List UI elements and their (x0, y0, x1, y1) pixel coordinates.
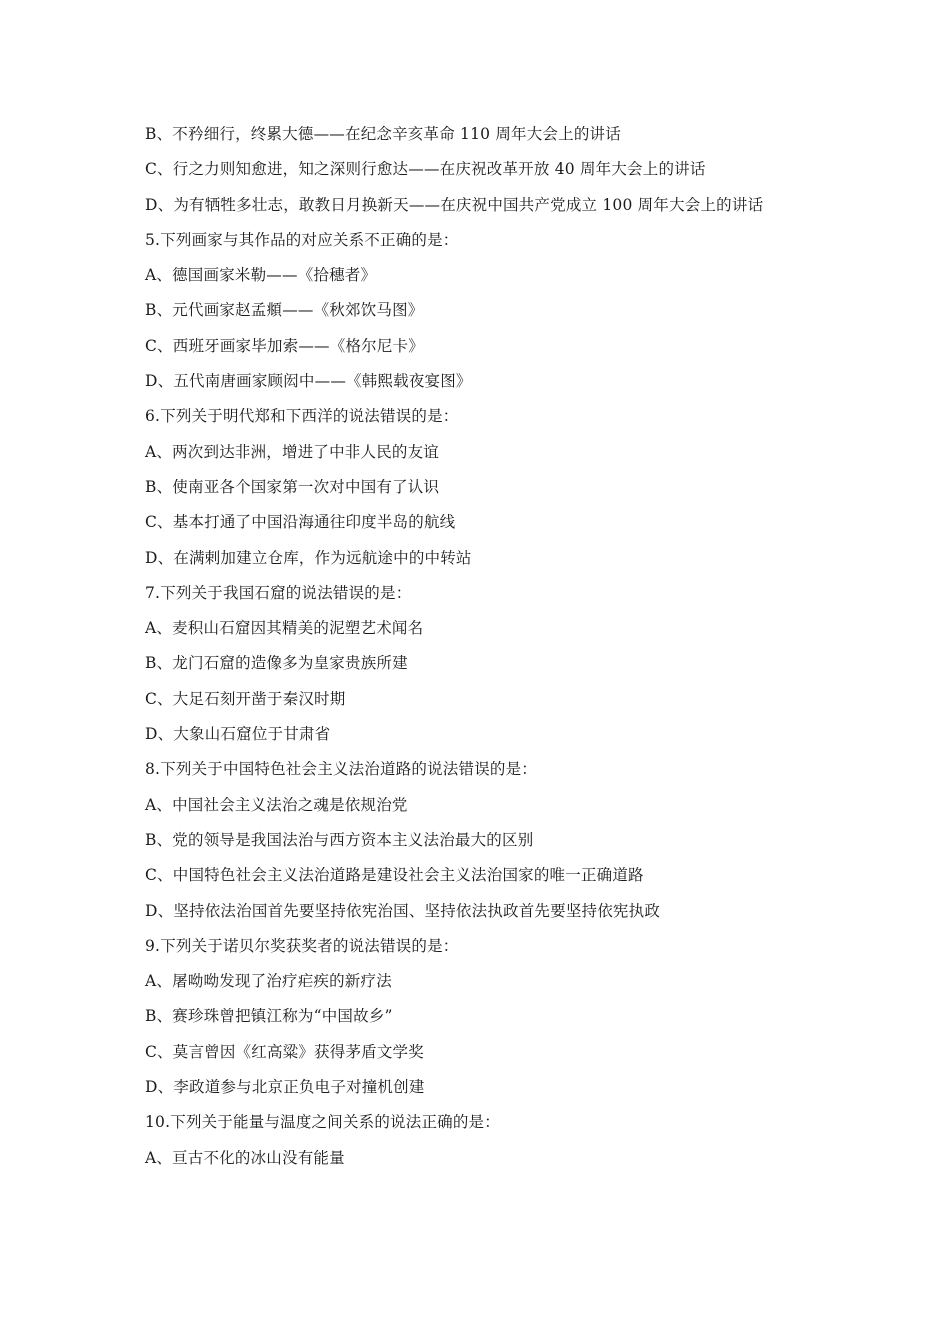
answer-option: C、莫言曾因《红高粱》获得茅盾文学奖 (145, 1042, 424, 1061)
answer-option: A、德国画家米勒——《拾穗者》 (145, 266, 377, 285)
answer-option: C、大足石刻开凿于秦汉时期 (145, 689, 346, 708)
answer-option: D、大象山石窟位于甘肃省 (145, 725, 331, 744)
answer-option: A、两次到达非洲，增进了中非人民的友谊 (145, 442, 439, 461)
answer-option: D、五代南唐画家顾闳中——《韩熙载夜宴图》 (145, 372, 472, 391)
question-stem: 6.下列关于明代郑和下西洋的说法错误的是： (145, 407, 459, 426)
question-stem: 7.下列关于我国石窟的说法错误的是： (145, 583, 412, 602)
answer-option: A、屠呦呦发现了治疗疟疾的新疗法 (145, 972, 392, 991)
answer-option: D、李政道参与北京正负电子对撞机创建 (145, 1078, 425, 1097)
answer-option: B、党的领导是我国法治与西方资本主义法治最大的区别 (145, 830, 534, 849)
answer-option: C、西班牙画家毕加索——《格尔尼卡》 (145, 336, 424, 355)
answer-option: D、坚持依法治国首先要坚持依宪治国、坚持依法执政首先要坚持依宪执政 (145, 901, 661, 920)
answer-option: B、赛珍珠曾把镇江称为“中国故乡” (145, 1007, 393, 1026)
question-stem: 5.下列画家与其作品的对应关系不正确的是： (145, 230, 459, 249)
answer-option: B、不矜细行，终累大德——在纪念辛亥革命 110 周年大会上的讲话 (145, 125, 621, 143)
question-stem: 10.下列关于能量与温度之间关系的说法正确的是： (145, 1113, 500, 1132)
answer-option: C、行之力则知愈进，知之深则行愈达——在庆祝改革开放 40 周年大会上的讲话 (145, 160, 706, 179)
answer-option: C、中国特色社会主义法治道路是建设社会主义法治国家的唯一正确道路 (145, 866, 644, 885)
answer-option: D、在满剌加建立仓库，作为远航途中的中转站 (145, 548, 472, 567)
answer-option: A、麦积山石窟因其精美的泥塑艺术闻名 (145, 619, 424, 638)
question-stem: 9.下列关于诺贝尔奖获奖者的说法错误的是： (145, 936, 459, 955)
answer-option: B、使南亚各个国家第一次对中国有了认识 (145, 477, 440, 496)
answer-option: D、为有牺牲多壮志，敢教日月换新天——在庆祝中国共产党成立 100 周年大会上的讲话 (145, 195, 764, 214)
answer-option: C、基本打通了中国沿海通往印度半岛的航线 (145, 513, 456, 532)
answer-option: B、龙门石窟的造像多为皇家贵族所建 (145, 654, 408, 673)
answer-option: A、中国社会主义法治之魂是依规治党 (145, 795, 408, 814)
question-text-block (145, 121, 925, 1180)
answer-option: B、元代画家赵孟頫——《秋郊饮马图》 (145, 301, 424, 320)
question-stem: 8.下列关于中国特色社会主义法治道路的说法错误的是： (145, 760, 537, 779)
answer-option: A、亘古不化的冰山没有能量 (145, 1148, 345, 1167)
